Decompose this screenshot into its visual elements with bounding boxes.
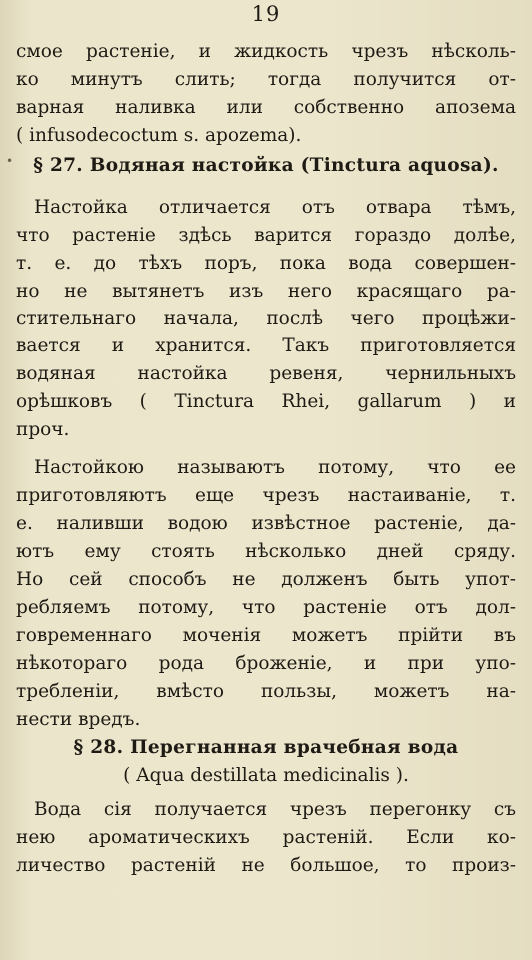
text-line: проч. [16,419,70,440]
text-line: § 28. Перегнанная врачебная вода [73,737,459,758]
text-line: вается и хранится. Такъ приготовляется [16,335,516,356]
text-line: варная наливка или собственно апозема [16,97,516,118]
text-line: т. е. до тѣхъ поръ, пока вода совершен- [16,253,516,274]
text-line: смое растеніе, и жидкость чрезъ нѣсколь- [16,41,516,62]
text-line: но не вытянетъ изъ него красящаго ра- [16,281,516,302]
text-line: Настойка отличается отъ отвара тѣмъ, [34,197,516,218]
text-line: § 27. Водяная настойка (Tinctura aquosa). [33,155,499,176]
text-line: Настойкою называютъ потому, что ее [34,457,516,478]
text-line: приготовляютъ еще чрезъ настаиваніе, т. [16,485,516,506]
text-line: ( Aqua destillata medicinalis ). [123,765,409,786]
text-line: требленіи, вмѣсто пользы, можетъ на- [16,681,516,702]
margin-mark: • [6,154,14,168]
text-line: водяная настойка ревеня, чернильныхъ [16,363,516,384]
text-line: нѣкотораго рода броженіе, и при упо- [16,653,516,674]
text-line: ( infusodecoctum s. apozema). [16,125,302,146]
text-line: ко минутъ слить; тогда получится от- [16,69,516,90]
text-line: что растеніе здѣсь варится гораздо долѣе, [16,225,516,246]
text-line: Но сей способъ не долженъ быть упот- [16,569,516,590]
text-line: говременнаго моченія можетъ прійти въ [16,625,516,646]
text-line: орѣшковъ ( Tinctura Rhei, gallarum ) и [16,391,516,412]
text-line: нею ароматическихъ растеній. Если ко- [16,827,516,848]
text-line: нести вредъ. [16,709,141,730]
text-line: Вода сія получается чрезъ перегонку съ [34,799,516,820]
text-line: стительнаго начала, послѣ чего процѣжи- [16,308,516,329]
page-number: 19 [251,2,281,26]
text-line: ютъ ему стоять нѣсколько дней сряду. [16,541,516,562]
text-line: личество растеній не большое, то произ- [16,855,516,876]
text-line: ребляемъ потому, что растеніе отъ дол- [16,597,516,618]
text-line: е. наливши водою извѣстное растеніе, да- [16,513,516,534]
